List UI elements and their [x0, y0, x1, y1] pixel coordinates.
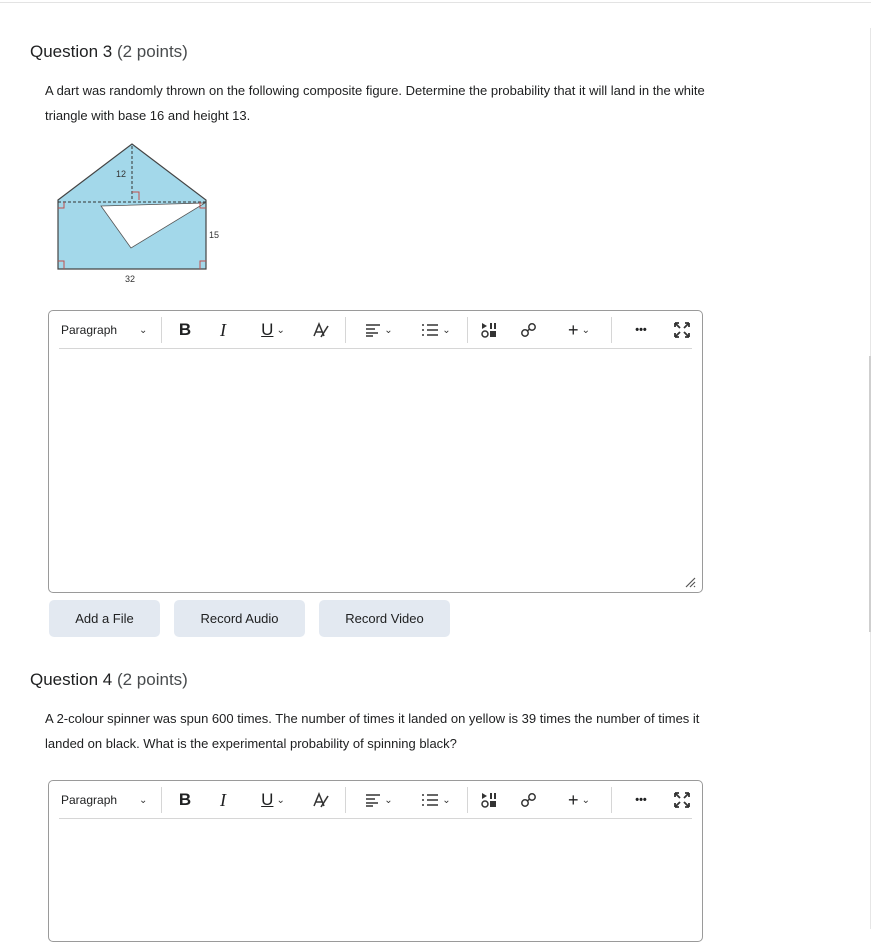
text-style-button[interactable]	[307, 781, 333, 819]
underline-button[interactable]	[253, 311, 293, 349]
link-icon	[520, 792, 538, 808]
question-points: (2 points)	[116, 670, 188, 689]
format-label: Paragraph	[61, 793, 118, 807]
resize-handle-icon[interactable]	[684, 576, 696, 588]
plus-icon: +	[568, 789, 579, 810]
answer-editor-q3	[48, 310, 703, 593]
label-rect-height: 15	[209, 230, 220, 240]
media-icon	[481, 792, 497, 808]
insert-media-button[interactable]	[477, 781, 501, 819]
chevron-down-icon: ⌄	[581, 794, 590, 806]
align-dropdown[interactable]	[357, 311, 401, 349]
list-icon	[421, 793, 439, 807]
chevron-down-icon: ⌄	[581, 324, 590, 336]
insert-dropdown[interactable]	[559, 781, 599, 819]
answer-editor-q4	[48, 780, 703, 942]
insert-link-button[interactable]	[517, 781, 541, 819]
question-points: (2 points)	[116, 42, 188, 61]
editor-text-area[interactable]	[49, 819, 702, 939]
chevron-down-icon: ⌄	[276, 794, 285, 806]
question-number: Question 4	[30, 670, 113, 689]
label-base: 32	[125, 274, 136, 284]
chevron-down-icon: ⌄	[139, 794, 148, 806]
text-color-icon	[311, 792, 329, 808]
chevron-down-icon: ⌄	[139, 324, 148, 336]
bold-button[interactable]: B	[178, 320, 192, 339]
italic-button[interactable]: I	[220, 789, 226, 810]
align-left-icon	[365, 793, 381, 807]
list-dropdown[interactable]	[415, 311, 457, 349]
editor-toolbar	[49, 311, 702, 349]
format-label: Paragraph	[61, 323, 118, 337]
top-divider	[0, 2, 871, 3]
chevron-down-icon: ⌄	[442, 794, 451, 806]
fullscreen-button[interactable]	[671, 781, 693, 819]
text-color-icon	[311, 322, 329, 338]
align-dropdown[interactable]	[357, 781, 401, 819]
more-options-button[interactable]: •••	[635, 324, 647, 336]
insert-link-button[interactable]	[517, 311, 541, 349]
underline-label: U	[261, 790, 274, 809]
more-options-button[interactable]: •••	[635, 794, 647, 806]
fullscreen-button[interactable]	[671, 311, 693, 349]
bold-button[interactable]: B	[178, 790, 192, 809]
chevron-down-icon: ⌄	[384, 794, 393, 806]
insert-dropdown[interactable]	[559, 311, 599, 349]
fullscreen-icon	[674, 322, 690, 338]
underline-button[interactable]	[253, 781, 293, 819]
question-3-title	[30, 42, 188, 62]
editor-text-area[interactable]	[49, 349, 702, 592]
label-triangle-height: 12	[116, 169, 127, 179]
editor-toolbar	[49, 781, 702, 819]
italic-button[interactable]: I	[220, 319, 226, 340]
record-video-button[interactable]: Record Video	[319, 600, 450, 637]
composite-figure	[52, 140, 220, 290]
text-style-button[interactable]	[307, 311, 333, 349]
align-left-icon	[365, 323, 381, 337]
plus-icon: +	[568, 319, 579, 340]
format-dropdown[interactable]	[61, 781, 151, 819]
insert-media-button[interactable]	[477, 311, 501, 349]
question-4-text: A 2-colour spinner was spun 600 times. The number of times it landed on yellow is 39 times the number of times it landed on black. What is the experimental probability of spinning black?	[45, 711, 700, 751]
chevron-down-icon: ⌄	[276, 324, 285, 336]
list-icon	[421, 323, 439, 337]
question-number: Question 3	[30, 42, 113, 61]
chevron-down-icon: ⌄	[384, 324, 393, 336]
chevron-down-icon: ⌄	[442, 324, 451, 336]
link-icon	[520, 322, 538, 338]
list-dropdown[interactable]	[415, 781, 457, 819]
question-3-text: A dart was randomly thrown on the following composite figure. Determine the probability that it will land in the white triangle with base 16 and height 13.	[45, 83, 705, 123]
question-4-title	[30, 670, 188, 690]
media-icon	[481, 322, 497, 338]
format-dropdown[interactable]	[61, 311, 151, 349]
add-file-button[interactable]: Add a File	[49, 600, 160, 637]
fullscreen-icon	[674, 792, 690, 808]
record-audio-button[interactable]: Record Audio	[174, 600, 305, 637]
underline-label: U	[261, 320, 274, 339]
